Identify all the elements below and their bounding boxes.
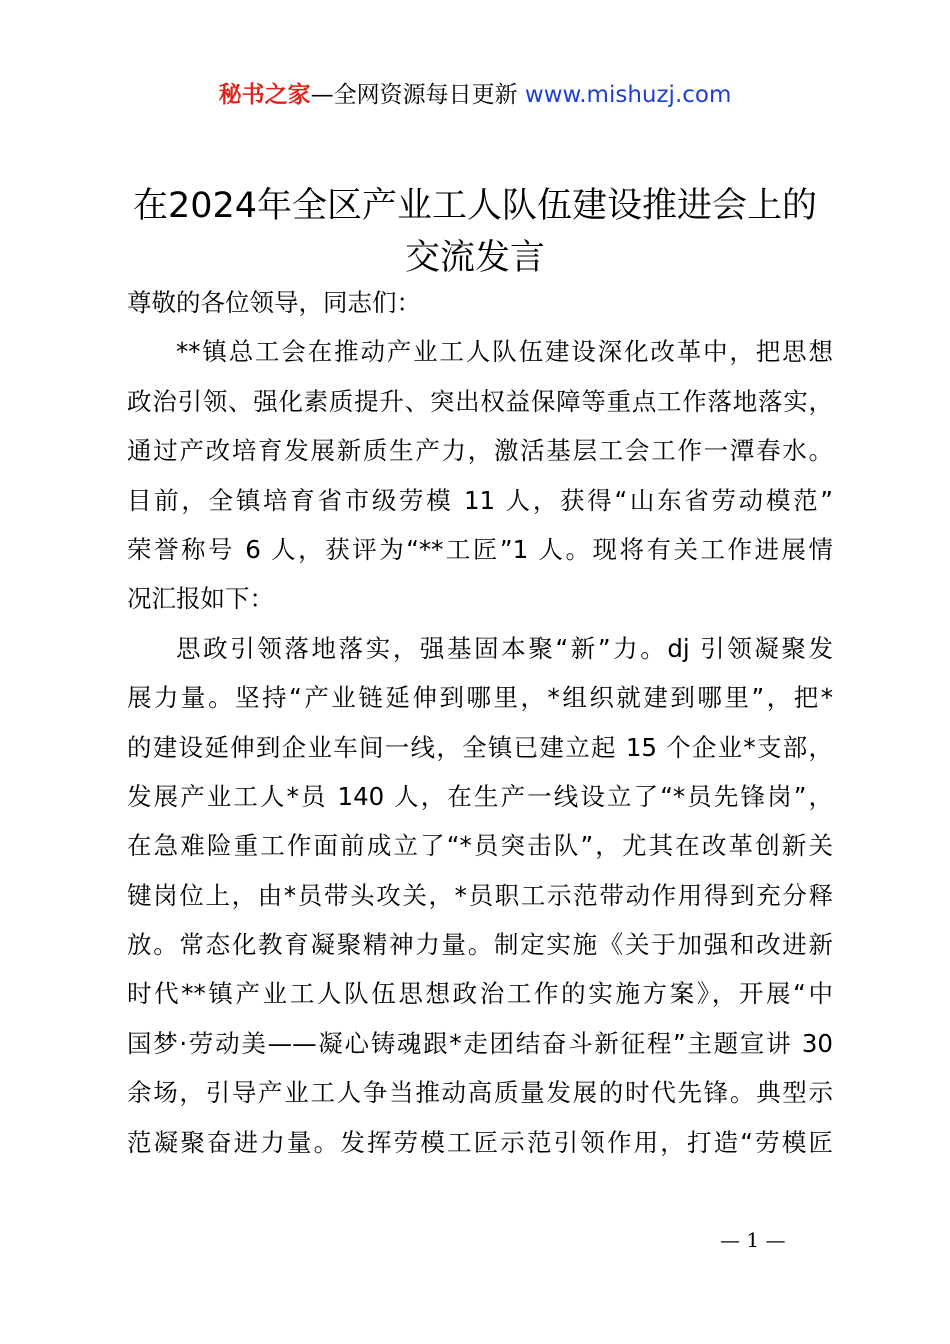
site-tagline: —全网资源每日更新 <box>310 82 518 108</box>
paragraph-line: **镇总工会在推动产业工人队伍建设深化改革中，把思想 <box>176 337 833 367</box>
salutation: 尊敬的各位领导，同志们： <box>127 288 421 317</box>
paragraph-line: 展力量。坚持“产业链延伸到哪里，*组织就建到哪里”，把* <box>127 683 833 713</box>
paragraph-line: 范凝聚奋进力量。发挥劳模工匠示范引领作用，打造“劳模匠 <box>127 1127 833 1157</box>
document-body <box>127 278 833 1167</box>
paragraph-line: 思政引领落地落实，强基固本聚“新”力。dj 引领凝聚发 <box>176 633 833 663</box>
paragraph-line: 况汇报如下： <box>127 584 274 614</box>
paragraph-line: 键岗位上，由*员带头攻关，*员职工示范带动作用得到充分释 <box>127 880 833 910</box>
paragraph-line: 在急难险重工作面前成立了“*员突击队”，尤其在改革创新关 <box>127 831 833 861</box>
title-line-2: 交流发言 <box>404 238 545 278</box>
paragraph-line: 余场，引导产业工人争当推动高质量发展的时代先锋。典型示 <box>127 1078 833 1108</box>
paragraph-line: 放。常态化教育凝聚精神力量。制定实施《关于加强和改进新 <box>127 930 833 960</box>
paragraph-line: 通过产改培育发展新质生产力，激活基层工会工作一潭春水。 <box>127 436 833 466</box>
paragraph-line: 荣誉称号 6 人，获评为“**工匠”1 人。现将有关工作进展情 <box>127 534 833 564</box>
paragraph-line: 目前，全镇培育省市级劳模 11 人，获得“山东省劳动模范” <box>127 485 833 515</box>
paragraph-line: 发展产业工人*员 140 人，在生产一线设立了“*员先锋岗”， <box>127 781 833 811</box>
title-line-1: 在2024年全区产业工人队伍建设推进会上的 <box>132 186 818 226</box>
paragraph-line: 时代**镇产业工人队伍思想政治工作的实施方案》，开展“中 <box>127 979 833 1009</box>
site-header <box>0 78 950 112</box>
site-url-link[interactable]: www.mishuzj.com <box>524 82 732 108</box>
paragraph-line: 国梦·劳动美——凝心铸魂跟*走团结奋斗新征程”主题宣讲 30 <box>127 1028 833 1058</box>
paragraph-line: 政治引领、强化素质提升、突出权益保障等重点工作落地落实， <box>127 386 833 416</box>
document-title <box>0 180 950 284</box>
paragraph-line: 的建设延伸到企业车间一线，全镇已建立起 15 个企业*支部， <box>127 732 833 762</box>
site-brand: 秘书之家 <box>218 82 311 108</box>
page-number: — 1 — <box>720 1228 786 1252</box>
